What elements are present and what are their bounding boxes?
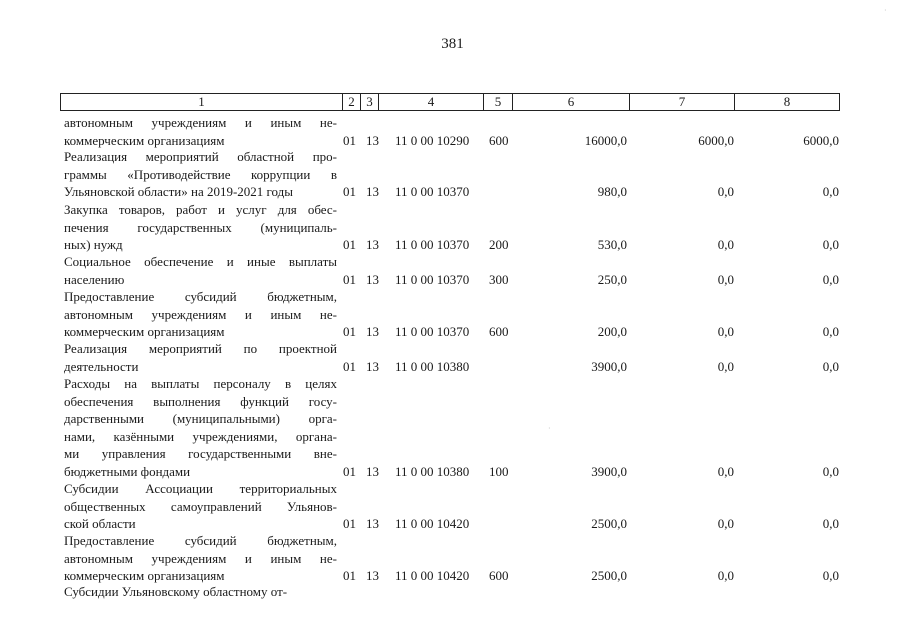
subsection-code: 13 — [366, 463, 379, 479]
description-line: коммерческим организациям — [64, 132, 225, 148]
description-line: граммы «Противодействие коррупции в — [64, 166, 337, 182]
amount-col-7: 0,0 — [717, 237, 734, 252]
amount-col-7: 6000,0 — [698, 132, 734, 148]
column-header-6: 6 — [513, 94, 630, 111]
subsection-code: 13 — [366, 184, 379, 199]
target-article-code: 11 0 00 10420 — [395, 516, 470, 531]
description-line: Реализация мероприятий областной про- — [64, 149, 337, 164]
row-description — [64, 583, 337, 601]
description-line: Закупка товаров, работ и услуг для обес- — [64, 202, 337, 217]
amount-col-7: 0,0 — [717, 324, 734, 339]
description-line: Ульяновской области» на 2019-2021 годы — [64, 184, 294, 199]
description-line: дарственными (муниципальными) орга- — [64, 411, 337, 426]
section-code: 01 — [343, 237, 356, 252]
column-header-7: 7 — [630, 94, 735, 111]
section-code: 01 — [343, 184, 356, 199]
subsection-code: 13 — [366, 237, 379, 252]
subsection-code: 13 — [366, 568, 379, 583]
table-row — [0, 201, 905, 254]
description-line: нами, казёнными учреждениями, органа- — [64, 428, 337, 444]
expense-type-code: 600 — [489, 132, 509, 148]
amount-col-8: 6000,0 — [803, 132, 839, 148]
section-code: 01 — [343, 516, 356, 531]
section-code: 01 — [343, 271, 356, 287]
target-article-code: 11 0 00 10380 — [395, 358, 470, 374]
description-line: населению — [64, 271, 125, 287]
target-article-code: 11 0 00 10290 — [395, 132, 470, 148]
amount-col-7: 0,0 — [717, 271, 734, 287]
target-article-code: 11 0 00 10370 — [395, 271, 470, 287]
column-header-1: 1 — [61, 94, 343, 111]
amount-col-6: 3900,0 — [591, 463, 627, 479]
description-line: ных) нужд — [64, 237, 123, 252]
table-row — [0, 114, 905, 149]
subsection-code: 13 — [366, 271, 379, 287]
amount-col-6: 16000,0 — [584, 132, 627, 148]
description-line: Реализация мероприятий по проектной — [64, 341, 337, 356]
table-row — [0, 375, 905, 480]
description-line: обеспечения выполнения функций госу- — [64, 393, 337, 409]
description-line: общественных самоуправлений Ульянов- — [64, 498, 337, 514]
amount-col-7: 0,0 — [717, 568, 734, 583]
page-number: 381 — [441, 36, 464, 52]
subsection-code: 13 — [366, 132, 379, 148]
column-header-row — [61, 94, 840, 111]
subsection-code: 13 — [366, 516, 379, 531]
section-code: 01 — [343, 463, 356, 479]
amount-col-6: 250,0 — [597, 271, 627, 287]
column-header-3: 3 — [361, 94, 379, 111]
row-description — [64, 532, 337, 585]
row-description — [64, 114, 337, 149]
table-row — [0, 583, 905, 601]
amount-col-6: 3900,0 — [591, 358, 627, 374]
description-line: автономным учреждениям и иным не- — [64, 550, 337, 566]
table-row — [0, 532, 905, 585]
row-description — [64, 340, 337, 375]
expense-type-code: 300 — [489, 271, 509, 287]
expense-type-code: 600 — [489, 324, 509, 339]
description-line: автономным учреждениям и иным не- — [64, 115, 337, 130]
amount-col-8: 0,0 — [822, 237, 839, 252]
description-line: Расходы на выплаты персоналу в целях — [64, 376, 337, 391]
section-code: 01 — [343, 132, 356, 148]
description-line: автономным учреждениям и иным не- — [64, 306, 337, 322]
table-row — [0, 480, 905, 533]
target-article-code: 11 0 00 10380 — [395, 463, 470, 479]
expense-type-code: 600 — [489, 568, 509, 583]
amount-col-6: 200,0 — [597, 324, 627, 339]
description-line: ми управления государственными вне- — [64, 446, 337, 461]
expense-type-code: 100 — [489, 463, 509, 479]
row-description — [64, 288, 337, 341]
amount-col-8: 0,0 — [822, 568, 839, 583]
column-header-5: 5 — [484, 94, 513, 111]
column-header-table — [60, 93, 840, 111]
expense-type-code: 200 — [489, 237, 509, 252]
target-article-code: 11 0 00 10370 — [395, 324, 470, 339]
table-row — [0, 288, 905, 341]
amount-col-6: 2500,0 — [591, 516, 627, 531]
description-line: Предоставление субсидий бюджетным, — [64, 289, 337, 304]
description-line: Предоставление субсидий бюджетным, — [64, 533, 337, 548]
scan-artifact: · — [884, 6, 887, 15]
row-description — [64, 375, 337, 480]
amount-col-8: 0,0 — [822, 516, 839, 531]
column-header-2: 2 — [343, 94, 361, 111]
column-header-4: 4 — [379, 94, 484, 111]
table-row — [0, 253, 905, 288]
amount-col-8: 0,0 — [822, 324, 839, 339]
description-line: бюджетными фондами — [64, 463, 191, 479]
target-article-code: 11 0 00 10370 — [395, 237, 470, 252]
table-row — [0, 148, 905, 201]
table-row — [0, 340, 905, 375]
description-line: Субсидии Ульяновскому областному от- — [64, 584, 288, 599]
description-line: Социальное обеспечение и иные выплаты — [64, 254, 337, 269]
row-description — [64, 253, 337, 288]
column-header-8: 8 — [735, 94, 840, 111]
amount-col-8: 0,0 — [822, 271, 839, 287]
row-description — [64, 201, 337, 254]
target-article-code: 11 0 00 10370 — [395, 184, 470, 199]
amount-col-8: 0,0 — [822, 463, 839, 479]
amount-col-7: 0,0 — [717, 358, 734, 374]
description-line: деятельности — [64, 358, 139, 374]
amount-col-6: 2500,0 — [591, 568, 627, 583]
amount-col-7: 0,0 — [717, 184, 734, 199]
amount-col-7: 0,0 — [717, 463, 734, 479]
amount-col-6: 980,0 — [597, 184, 627, 199]
description-line: коммерческим организациям — [64, 324, 225, 339]
row-description — [64, 148, 337, 201]
section-code: 01 — [343, 324, 356, 339]
row-description — [64, 480, 337, 533]
subsection-code: 13 — [366, 358, 379, 374]
description-line: ской области — [64, 516, 136, 531]
amount-col-8: 0,0 — [822, 184, 839, 199]
target-article-code: 11 0 00 10420 — [395, 568, 470, 583]
section-code: 01 — [343, 358, 356, 374]
subsection-code: 13 — [366, 324, 379, 339]
amount-col-6: 530,0 — [597, 237, 627, 252]
description-line: коммерческим организациям — [64, 568, 225, 583]
description-line: Субсидии Ассоциации территориальных — [64, 481, 337, 496]
amount-col-7: 0,0 — [717, 516, 734, 531]
scan-artifact: · — [548, 424, 551, 433]
description-line: печения государственных (муниципаль- — [64, 219, 337, 235]
amount-col-8: 0,0 — [822, 358, 839, 374]
section-code: 01 — [343, 568, 356, 583]
